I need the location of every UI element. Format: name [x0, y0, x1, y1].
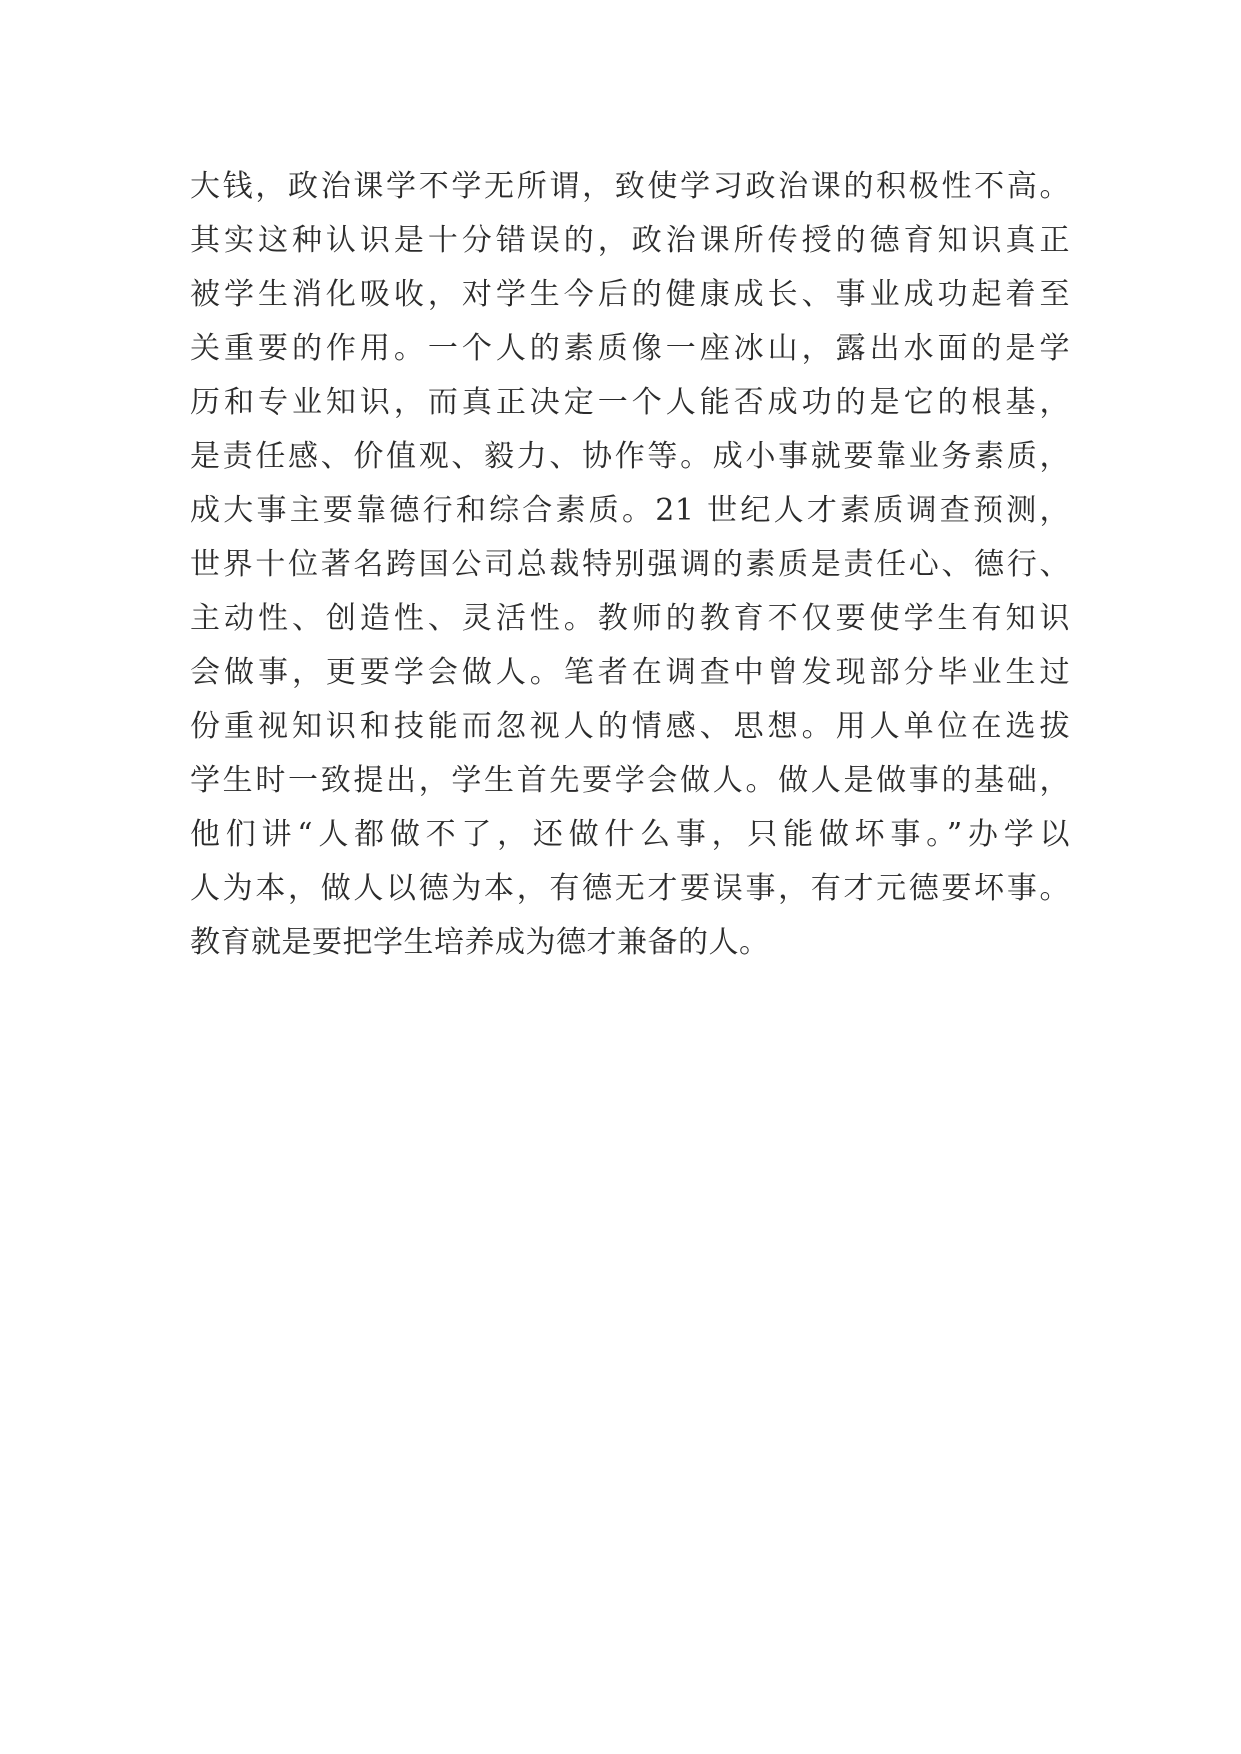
text-line: 主动性、创造性、灵活性。教师的教育不仅要使学生有知识: [190, 601, 1070, 636]
text-line: 大钱，政治课学不学无所谓，致使学习政治课的积极性不高。: [190, 169, 1070, 204]
text-line-last: 教育就是要把学生培养成为德才兼备的人。: [190, 925, 770, 960]
text-line: 被学生消化吸收，对学生今后的健康成长、事业成功起着至: [190, 277, 1070, 312]
text-line: 会做事，更要学会做人。笔者在调查中曾发现部分毕业生过: [190, 655, 1070, 690]
text-line: 学生时一致提出，学生首先要学会做人。做人是做事的基础，: [190, 763, 1070, 798]
text-line: 份重视知识和技能而忽视人的情感、思想。用人单位在选拔: [190, 709, 1070, 744]
text-line: 人为本，做人以德为本，有德无才要误事，有才元德要坏事。: [190, 871, 1070, 906]
body-paragraph: [190, 160, 1070, 970]
text-line: 关重要的作用。一个人的素质像一座冰山，露出水面的是学: [190, 331, 1070, 366]
text-line: 成大事主要靠德行和综合素质。21 世纪人才素质调查预测，: [190, 493, 1070, 528]
text-line: 世界十位著名跨国公司总裁特别强调的素质是责任心、德行、: [190, 547, 1070, 582]
text-line: 他们讲“人都做不了，还做什么事，只能做坏事。”办学以: [190, 817, 1070, 852]
text-line: 历和专业知识，而真正决定一个人能否成功的是它的根基，: [190, 385, 1070, 420]
text-line: 其实这种认识是十分错误的，政治课所传授的德育知识真正: [190, 223, 1070, 258]
text-line: 是责任感、价值观、毅力、协作等。成小事就要靠业务素质，: [190, 439, 1070, 474]
